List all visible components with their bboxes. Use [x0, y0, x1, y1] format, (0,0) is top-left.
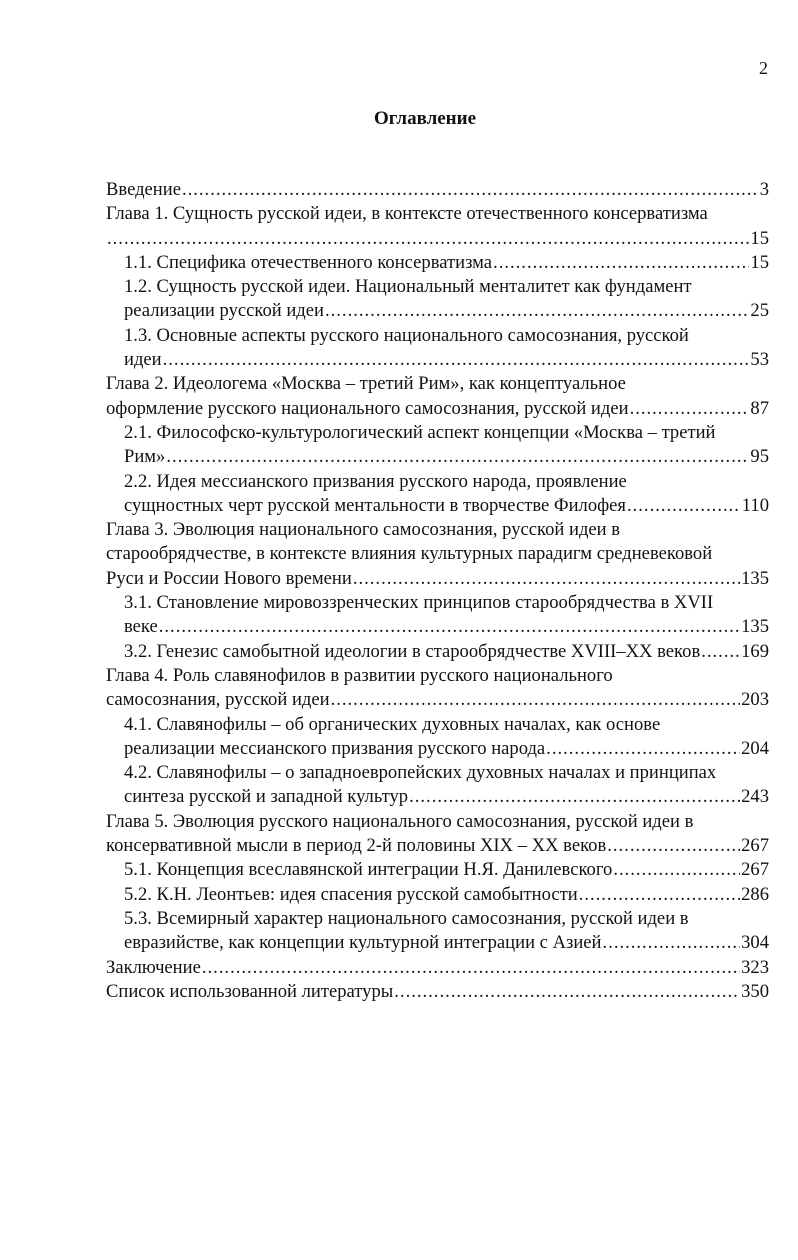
toc-page-number: 267 — [741, 859, 769, 881]
dot-leader — [607, 834, 740, 858]
dot-leader — [159, 615, 740, 639]
dot-leader — [331, 688, 741, 712]
toc-page-number: 110 — [741, 494, 769, 516]
toc-page-number: 25 — [750, 300, 769, 322]
toc-page-number: 323 — [741, 956, 769, 978]
toc-entry[interactable] — [106, 324, 769, 373]
toc-page-number: 15 — [750, 251, 769, 273]
toc-entry-text: 5.1. Концепция всеславянской интеграции Н.Я. Данилевского — [124, 859, 613, 881]
dot-leader — [603, 931, 741, 955]
toc-page-number: 204 — [741, 737, 769, 759]
dot-leader — [579, 883, 740, 907]
dot-leader — [166, 445, 749, 469]
dot-leader — [701, 640, 740, 664]
toc-entry-text: Рим» — [124, 446, 166, 468]
toc-entry[interactable] — [106, 470, 769, 519]
toc-entry-text: Глава 3. Эволюция национального самосознания, русской идеи в — [106, 519, 621, 541]
dot-leader — [613, 858, 740, 882]
toc-entry-text: Список использованной литературы — [106, 980, 394, 1002]
toc-entry-text: 3.2. Генезис самобытной идеологии в старообрядчестве XVIII–XX веков — [124, 640, 701, 662]
dot-leader — [107, 227, 749, 251]
toc-page-number: 286 — [741, 883, 769, 905]
toc-entry-text: старообрядчестве, в контексте влияния культурных парадигм средневековой — [106, 543, 713, 565]
toc-page-number: 15 — [750, 227, 769, 249]
dot-leader — [202, 956, 740, 980]
toc-page-number: 243 — [741, 786, 769, 808]
toc-entry-text: оформление русского национального самосознания, русской идеи — [106, 397, 629, 419]
toc-page-number: 203 — [741, 689, 769, 711]
toc-entry[interactable] — [106, 907, 769, 956]
toc-entry-text: 5.2. К.Н. Леонтьев: идея спасения русской самобытности — [124, 883, 578, 905]
toc-entry[interactable] — [106, 858, 769, 882]
toc-page-number: 87 — [750, 397, 769, 419]
toc-entry[interactable] — [106, 372, 769, 421]
toc-entry[interactable] — [106, 956, 769, 980]
toc-page-number: 135 — [741, 567, 769, 589]
toc-entry[interactable] — [106, 810, 769, 859]
dot-leader — [630, 397, 750, 421]
toc-page-number: 53 — [750, 349, 769, 371]
page-number: 2 — [759, 58, 768, 78]
dot-leader — [353, 567, 740, 591]
toc-page-number: 135 — [741, 616, 769, 638]
dot-leader — [325, 299, 749, 323]
toc-entry-text: 1.2. Сущность русской идеи. Национальный менталитет как фундамент — [124, 276, 692, 298]
toc-entry[interactable] — [106, 640, 769, 664]
toc-entry-text: 1.1. Специфика отечественного консерватизма — [124, 251, 493, 273]
dot-leader — [409, 785, 740, 809]
toc-entry[interactable] — [106, 421, 769, 470]
dot-leader — [493, 251, 749, 275]
toc-entry-text: Введение — [106, 179, 181, 200]
toc-entry-text: идеи — [124, 349, 162, 371]
toc-entry-text: 5.3. Всемирный характер национального самосознания, русской идеи в — [124, 907, 689, 929]
toc-entry[interactable] — [106, 518, 769, 591]
toc-entry-text: консервативной мысли в период 2-й половины XIX – XX веков — [106, 835, 607, 857]
toc-page-number: 304 — [741, 932, 769, 954]
toc-entry-text: Глава 5. Эволюция русского национального самосознания, русской идеи в — [106, 810, 694, 832]
toc-page-number: 3 — [759, 179, 769, 200]
toc-entry[interactable] — [106, 664, 769, 713]
toc-entry-text: реализации русской идеи — [124, 300, 324, 322]
toc-page-number: 169 — [741, 640, 769, 662]
toc-entry[interactable] — [106, 980, 769, 1004]
toc-entry-text: Руси и России Нового времени — [106, 567, 352, 589]
dot-leader — [163, 348, 750, 372]
toc-page-number: 95 — [750, 446, 769, 468]
toc-entry[interactable] — [106, 713, 769, 762]
toc-entry-text: 3.1. Становление мировоззренческих принципов старообрядчества в XVII — [124, 592, 714, 614]
toc-entry-text: Глава 2. Идеологема «Москва – третий Рим», как концептуальное — [106, 373, 626, 395]
dot-leader — [394, 980, 740, 1004]
toc-entry[interactable] — [106, 178, 769, 202]
page-title: Оглавление — [373, 108, 477, 129]
toc-entry-text: евразийстве, как концепции культурной интеграции с Азией — [124, 932, 602, 954]
toc-entry-text: 1.3. Основные аспекты русского национального самосознания, русской — [124, 324, 689, 346]
toc-entry-text: 2.1. Философско-культурологический аспект концепции «Москва – третий — [124, 421, 716, 443]
toc-entry[interactable] — [106, 202, 769, 251]
toc-page-number: 350 — [741, 980, 769, 1002]
toc-entry[interactable] — [106, 275, 769, 324]
toc-page-number: 267 — [741, 835, 769, 857]
table-of-contents — [106, 178, 769, 1004]
toc-entry-text: Глава 1. Сущность русской идеи, в контексте отечественного консерватизма — [106, 203, 708, 225]
toc-entry-text: самосознания, русской идеи — [106, 689, 330, 711]
toc-entry-text: веке — [124, 616, 158, 638]
toc-entry[interactable] — [106, 251, 769, 275]
toc-entry-text: 2.2. Идея мессианского призвания русского народа, проявление — [124, 470, 627, 492]
toc-entry-text: 4.1. Славянофилы – об органических духовных началах, как основе — [124, 713, 661, 735]
toc-entry-text: сущностных черт русской ментальности в творчестве Филофея — [124, 494, 626, 516]
toc-entry[interactable] — [106, 883, 769, 907]
dot-leader — [546, 737, 740, 761]
dot-leader — [182, 178, 759, 202]
toc-entry-text: Заключение — [106, 956, 201, 978]
toc-entry-text: 4.2. Славянофилы – о западноевропейских духовных началах и принципах — [124, 762, 717, 784]
dot-leader — [627, 494, 741, 518]
toc-entry[interactable] — [106, 591, 769, 640]
toc-entry-text: Глава 4. Роль славянофилов в развитии русского национального — [106, 664, 613, 686]
toc-entry[interactable] — [106, 761, 769, 810]
toc-entry-text: синтеза русской и западной культур — [124, 786, 409, 808]
toc-entry-text: реализации мессианского призвания русского народа — [124, 737, 546, 759]
